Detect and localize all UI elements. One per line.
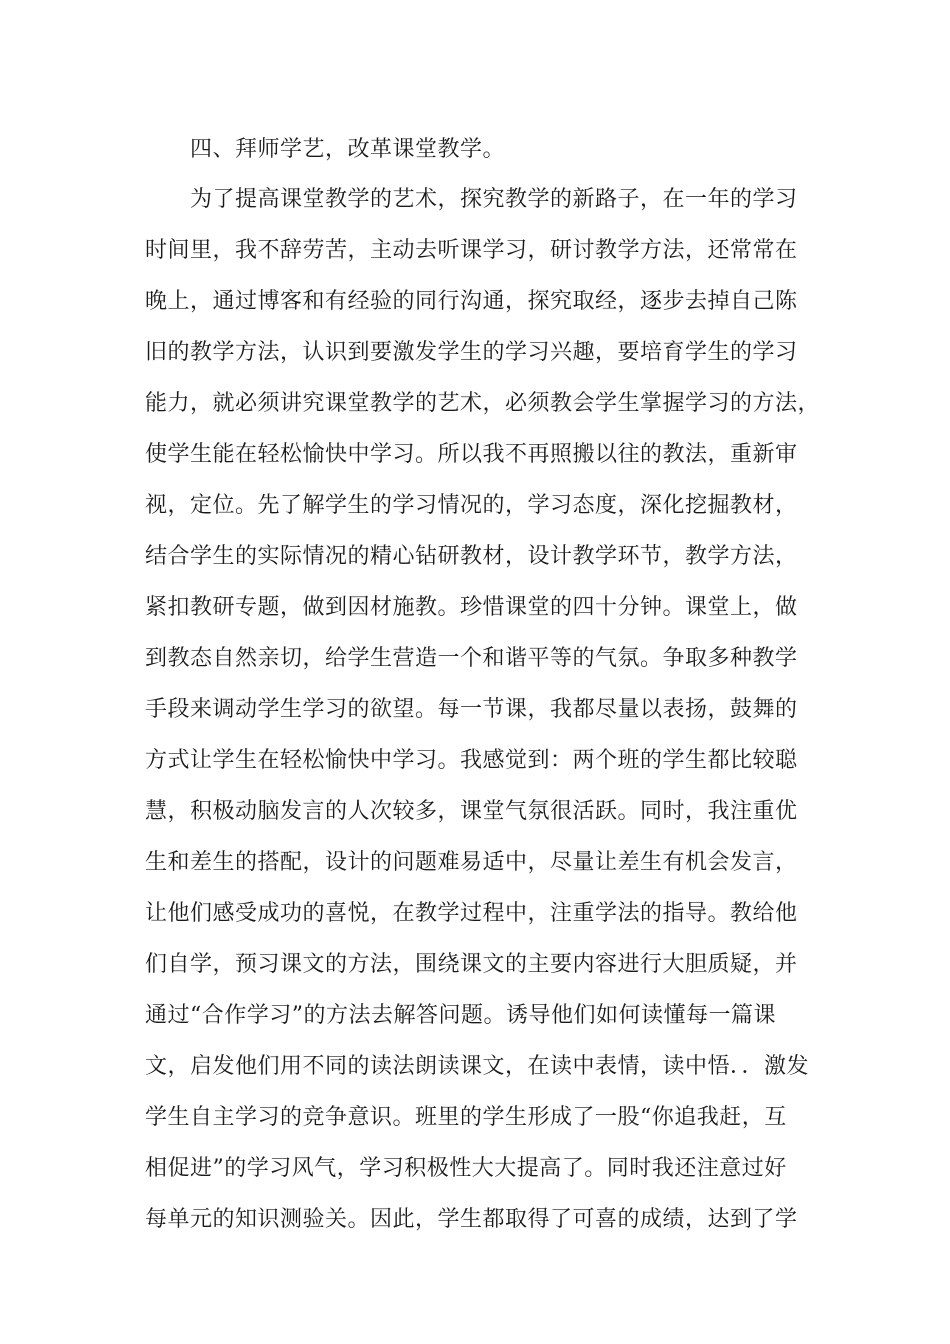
paragraph-line: 们自学，预习课文的方法，围绕课文的主要内容进行大胆质疑，并 [145,952,798,977]
paragraph-line: 相促进”的学习风气，学习积极性大大提高了。同时我还注意过好 [145,1156,787,1181]
paragraph-line: 到教态自然亲切，给学生营造一个和谐平等的气氛。争取多种教学 [145,646,798,671]
paragraph-line: 文，启发他们用不同的读法朗读课文，在读中表情，读中悟．．激发 [145,1054,810,1079]
paragraph-line: 手段来调动学生学习的欲望。每一节课，我都尽量以表扬，鼓舞的 [145,697,798,722]
paragraph-line: 让他们感受成功的喜悦，在教学过程中，注重学法的指导。教给他 [145,901,798,926]
section-heading: 四、拜师学艺，改革课堂教学。 [190,137,506,162]
paragraph-line: 使学生能在轻松愉快中学习。所以我不再照搬以往的教法，重新审 [145,442,798,467]
paragraph-line: 学生自主学习的竞争意识。班里的学生形成了一股“你追我赶，互 [145,1105,787,1130]
paragraph-line: 晚上，通过博客和有经验的同行沟通，探究取经，逐步去掉自己陈 [145,289,798,314]
paragraph-line: 时间里，我不辞劳苦，主动去听课学习，研讨教学方法，还常常在 [145,238,798,263]
paragraph-line: 方式让学生在轻松愉快中学习。我感觉到：两个班的学生都比较聪 [145,748,798,773]
paragraph-line: 旧的教学方法，认识到要激发学生的学习兴趣，要培育学生的学习 [145,340,798,365]
paragraph-line: 通过“合作学习”的方法去解答问题。诱导他们如何读懂每一篇课 [145,1003,776,1028]
paragraph-line: 每单元的知识测验关。因此，学生都取得了可喜的成绩，达到了学 [145,1207,798,1232]
paragraph-line: 慧，积极动脑发言的人次较多，课堂气氛很活跃。同时，我注重优 [145,799,798,824]
paragraph-line: 能力，就必须讲究课堂教学的艺术，必须教会学生掌握学习的方法， [145,391,821,416]
paragraph-line: 结合学生的实际情况的精心钻研教材，设计教学环节，教学方法， [145,544,798,569]
paragraph-line: 为了提高课堂教学的艺术，探究教学的新路子，在一年的学习 [190,187,798,212]
paragraph-line: 视，定位。先了解学生的学习情况的，学习态度，深化挖掘教材， [145,493,798,518]
paragraph-line: 紧扣教研专题，做到因材施教。珍惜课堂的四十分钟。课堂上，做 [145,595,798,620]
paragraph-line: 生和差生的搭配，设计的问题难易适中，尽量让差生有机会发言， [145,850,798,875]
